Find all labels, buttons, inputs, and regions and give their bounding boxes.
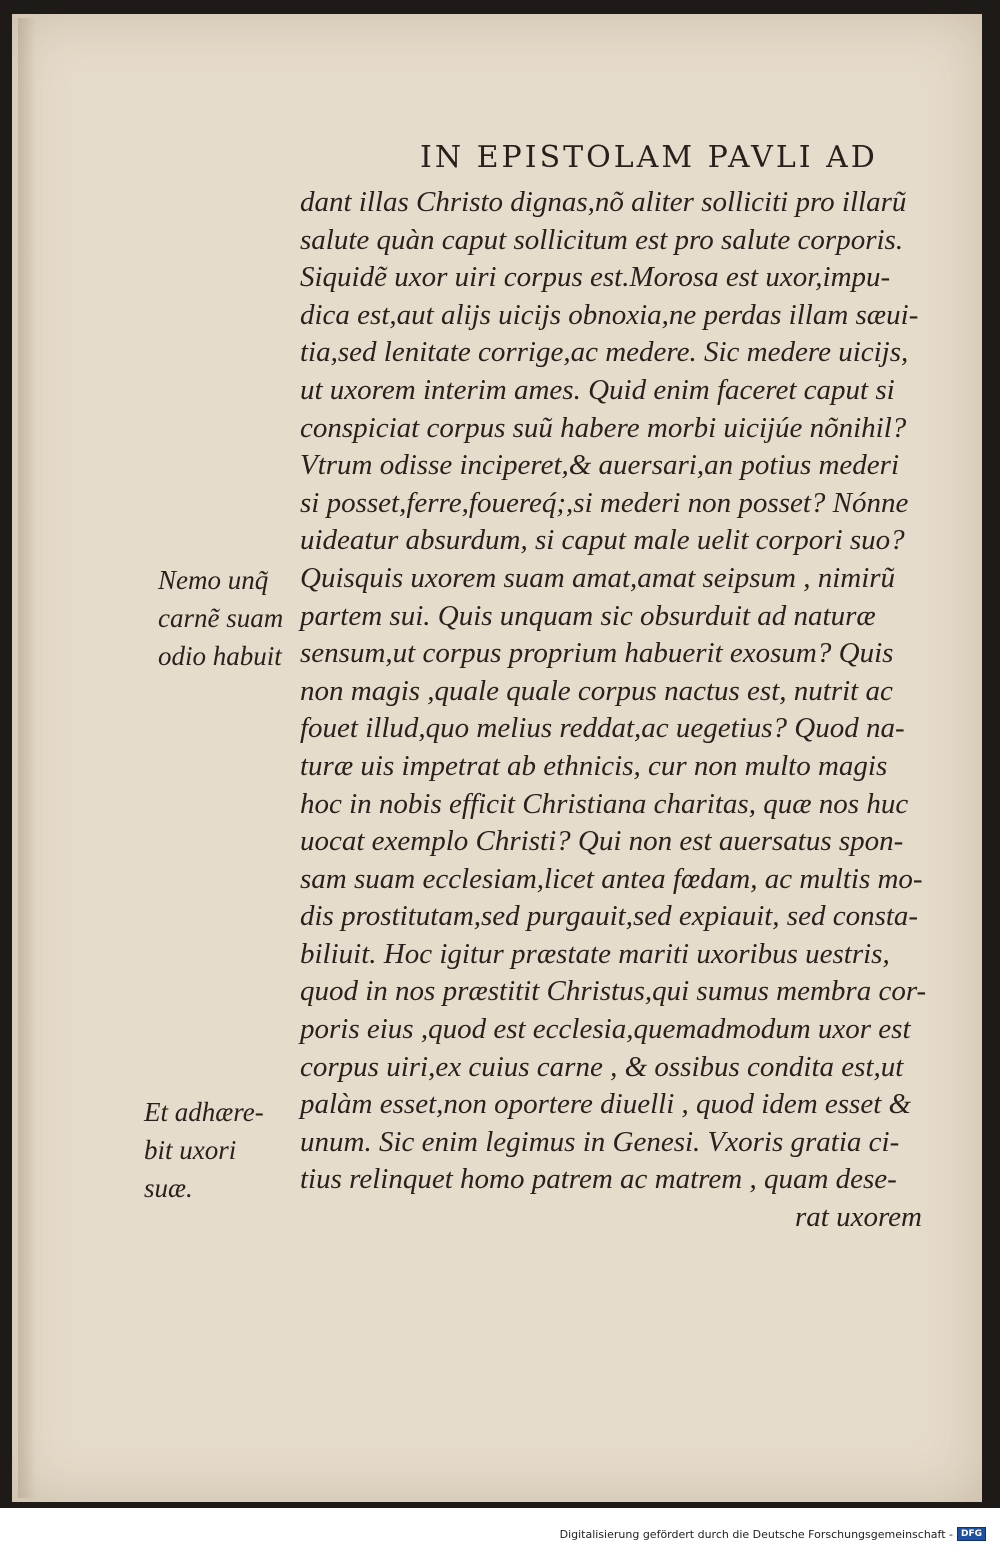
digitization-credit — [554, 1524, 992, 1544]
text-line: tia,sed lenitate corrige,ac medere. Sic medere uicijs, — [300, 336, 909, 369]
main-text-block — [300, 184, 940, 1237]
margin-note-line: Nemo unq̃ — [158, 565, 269, 595]
text-line: si posset,ferre,fouereq́;,si mederi non posset? Nónne — [300, 486, 909, 519]
text-line: palàm esset,non oportere diuelli , quod idem esset & — [300, 1088, 912, 1121]
page-gutter-shadow — [18, 18, 36, 1498]
margin-note — [144, 1093, 304, 1207]
text-line: corpus uiri,ex cuius carne , & ossibus condita est,ut — [300, 1050, 904, 1083]
catchword: rat uxorem — [795, 1201, 922, 1234]
text-line: turæ uis impetrat ab ethnicis, cur non multo magis — [300, 749, 888, 782]
text-line: sam suam ecclesiam,licet antea fœdam, ac multis mo- — [300, 862, 923, 895]
running-header: IN EPISTOLAM PAVLI AD — [420, 140, 878, 175]
text-line: Vtrum odisse inciperet,& auersari,an potius mederi — [300, 449, 900, 482]
text-line: unum. Sic enim legimus in Genesi. Vxoris gratia ci- — [300, 1125, 900, 1158]
text-line: dica est,aut alijs uicijs obnoxia,ne perdas illam sæui- — [300, 298, 919, 331]
text-line: poris eius ,quod est ecclesia,quemadmodum uxor est — [300, 1013, 911, 1046]
text-line: uideatur absurdum, si caput male uelit corpori suo? — [300, 524, 905, 557]
text-line: sensum,ut corpus proprium habuerit exosum? Quis — [300, 637, 894, 670]
text-line: conspiciat corpus suũ habere morbi uicijúe nõnihil? — [300, 411, 907, 444]
credit-text: Digitalisierung gefördert durch die Deutsche Forschungsgemeinschaft - — [559, 1527, 953, 1541]
text-line: non magis ,quale quale corpus nactus est, nutrit ac — [300, 674, 893, 707]
margin-note-line: odio habuit — [158, 641, 282, 671]
text-line: ut uxorem interim ames. Quid enim faceret caput si — [300, 373, 895, 406]
text-line: dis prostitutam,sed purgauit,sed expiauit, sed consta- — [300, 900, 919, 933]
text-line: biliuit. Hoc igitur præstate mariti uxoribus uestris, — [300, 937, 890, 970]
text-line: Quisquis uxorem suam amat,amat seipsum , nimirũ — [300, 561, 896, 594]
text-line: tius relinquet homo patrem ac matrem , quam dese- — [300, 1163, 897, 1196]
margin-note — [158, 561, 318, 675]
text-line: partem sui. Quis unquam sic obsurduit ad naturæ — [300, 599, 876, 632]
margin-note-line: carnẽ suam — [158, 603, 284, 633]
text-line: salute quàn caput sollicitum est pro salute corporis. — [300, 223, 904, 256]
text-line: hoc in nobis efficit Christiana charitas, quæ nos huc — [300, 787, 909, 820]
dfg-logo-icon: DFG — [957, 1527, 986, 1541]
text-line: quod in nos præstitit Christus,qui sumus membra cor- — [300, 975, 927, 1008]
margin-note-line: suæ. — [144, 1173, 193, 1203]
text-line: dant illas Christo dignas,nõ aliter solliciti pro illarũ — [300, 186, 907, 218]
margin-note-line: Et adhære- — [144, 1097, 264, 1127]
text-line: uocat exemplo Christi? Qui non est auersatus spon- — [300, 825, 904, 858]
text-line: Siquidẽ uxor uiri corpus est.Morosa est uxor,impu- — [300, 261, 891, 294]
text-line: fouet illud,quo melius reddat,ac uegetius? Quod na- — [300, 712, 905, 745]
margin-note-line: bit uxori — [144, 1135, 237, 1165]
